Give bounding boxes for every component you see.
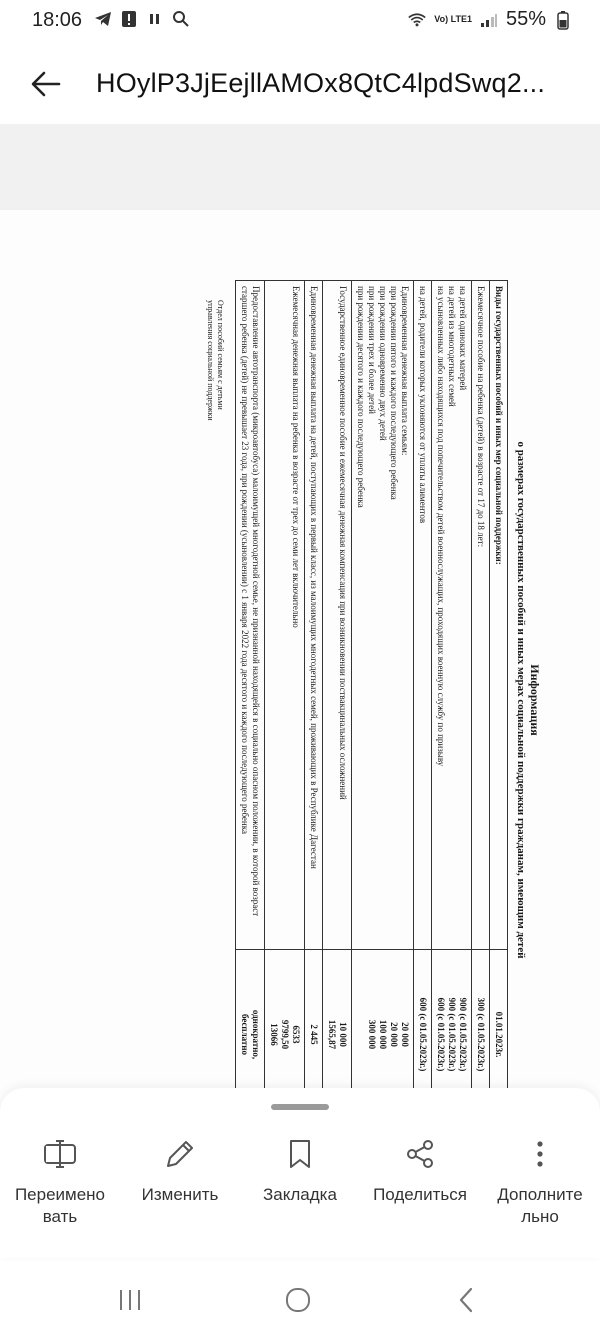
table-cell-value: 2 445	[305, 950, 323, 1111]
bookmark-button[interactable]	[240, 1136, 360, 1228]
document-subheading: о размерах государственных пособий и иных мерах социальной поддержки гражданам, имеющим детей	[515, 441, 527, 959]
search-icon	[172, 10, 190, 28]
document-page	[0, 210, 600, 1110]
home-icon	[284, 1286, 312, 1314]
telegram-icon	[94, 10, 112, 28]
table-cell-value: однократно, бесплатно	[236, 950, 265, 1111]
rename-button[interactable]	[0, 1136, 120, 1228]
table-cell-value: 10 000 1565,87	[323, 950, 352, 1111]
back-nav-button[interactable]	[446, 1284, 486, 1316]
notification-icons	[94, 10, 190, 28]
action-row	[0, 1136, 600, 1228]
table-cell-label: на детей одиноких матерей на детей из многодетных семей на усыновленных либо находящихся под попечительством детей военнослужащих, проходящих военную службу по призыву	[432, 281, 472, 950]
sheet-handle[interactable]	[271, 1104, 329, 1110]
table-header-row	[490, 281, 508, 1111]
edit-button[interactable]	[120, 1136, 240, 1228]
table-row	[414, 281, 432, 1111]
table-header-cell: 01.01.2023г.	[490, 950, 508, 1111]
network-type: Vo) LTE1	[434, 14, 472, 24]
home-button[interactable]	[278, 1284, 318, 1316]
share-icon	[402, 1136, 438, 1172]
bookmark-icon	[282, 1136, 318, 1172]
recent-apps-icon	[117, 1288, 143, 1312]
table-cell-value: 6533 9799,50 13066	[265, 950, 305, 1111]
table-cell-label: Ежемесячное пособие на ребенка (детей) в возрасте от 17 до 18 лет:	[472, 281, 490, 950]
pencil-icon	[162, 1136, 198, 1172]
footer-line: Отдел пособий семьям с детьми	[216, 300, 225, 410]
pause-icon	[146, 10, 164, 28]
table-cell-value: 900 (с 01.05.2023г.) 900 (с 01.05.2023г.) 600 (с 01.05.2023г.)	[432, 950, 472, 1111]
document-footer	[205, 300, 225, 1110]
signal-icon	[480, 11, 498, 29]
table-header-cell: Виды государственных пособий и иных мер социальной поддержки:	[490, 281, 508, 950]
chevron-left-icon	[457, 1287, 475, 1313]
app-bar	[0, 40, 600, 128]
system-status	[408, 8, 572, 31]
table-cell-label: Ежемесячная денежная выплата на ребенка в возрасте от трех до семи лет включительно	[265, 281, 305, 950]
table-cell-label: Единовременная денежная выплата семьям: при рождении пятого и каждого последующего ребенка при рождении одновременно двух детей при рождении трех и более детей при рождении десятого и каждого последующего ребенка	[352, 281, 414, 950]
table-row	[236, 281, 265, 1111]
share-button[interactable]	[360, 1136, 480, 1228]
table-cell-label: Единовременная денежная выплата на детей, поступающих в первый класс, из малоимущих многодетных семей, проживающих в Республике Дагестан	[305, 281, 323, 950]
more-button[interactable]	[480, 1136, 600, 1228]
file-title: HOylP3JjEejllAMOx8QtC4lpdSwq2...	[96, 68, 546, 98]
table-row	[472, 281, 490, 1111]
rotated-document	[50, 270, 550, 1110]
alert-icon	[120, 10, 138, 28]
wifi-icon	[408, 11, 426, 29]
image-viewer[interactable]	[0, 124, 600, 1124]
bookmark-label: Закладка	[263, 1185, 337, 1204]
table-row	[305, 281, 323, 1111]
rename-icon	[42, 1136, 78, 1172]
recent-apps-button[interactable]	[110, 1284, 150, 1316]
battery-icon	[554, 11, 572, 29]
rename-label: Переимено вать	[14, 1185, 106, 1226]
document-heading: Информация	[528, 664, 542, 736]
table-cell-label: на детей, родители которых уклоняются от уплаты алиментов	[414, 281, 432, 950]
battery-percentage: 55%	[505, 8, 546, 30]
table-cell-value: 20 000 20 000 100 000 300 000	[352, 950, 414, 1111]
system-nav-bar	[0, 1262, 600, 1337]
edit-label: Изменить	[141, 1185, 219, 1204]
table-cell-label: Предоставление автотранспорта (микроавтобуса) малоимущей многодетной семье, не признанной находящейся в социально опасном положении, в которой возраст старшего ребенка (детей) не превышает 23 года, при рождении (усыновлении) с 1 января 2022 года десятого и каждого последующего ребенка	[236, 281, 265, 950]
table-row	[352, 281, 414, 1111]
table-row	[432, 281, 472, 1111]
more-vertical-icon	[522, 1136, 558, 1172]
bottom-action-sheet	[0, 1088, 600, 1258]
footer-line: управления социальной поддержки	[206, 300, 215, 421]
table-row	[265, 281, 305, 1111]
status-time: 18:06	[32, 9, 83, 31]
more-label: Дополните льно	[497, 1185, 583, 1226]
status-bar	[0, 0, 600, 40]
table-cell-label: Государственное единовременное пособие и ежемесячная денежная компенсация при возникновении поствакцинальных осложнений	[323, 281, 352, 950]
table-cell-value: 300 (с 01.05.2023г.)	[472, 950, 490, 1111]
share-label: Поделиться	[373, 1185, 467, 1204]
arrow-back-icon	[31, 71, 61, 97]
benefits-table	[235, 280, 508, 1110]
table-row	[323, 281, 352, 1111]
table-cell-value: 600 (с 01.05.2023г.)	[414, 950, 432, 1111]
back-button[interactable]	[22, 60, 70, 108]
